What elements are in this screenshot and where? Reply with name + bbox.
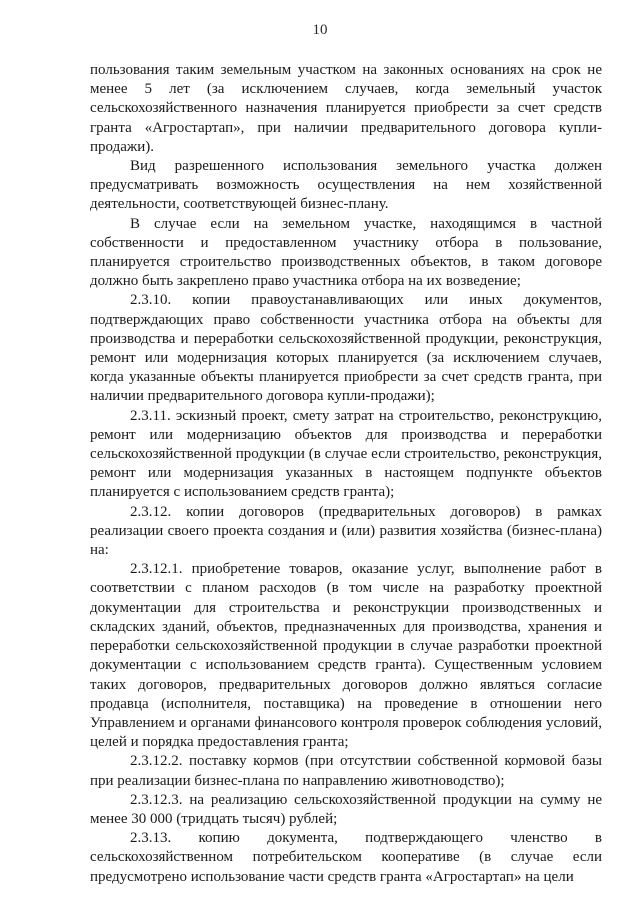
paragraph-private-land: В случае если на земельном участке, находящимся в частной собственности и предоставленном участнику отбора в пользование, планируется строительство производственных объектов, в таком договоре должно быть закреплено право участника отбора на их возведение; xyxy=(90,215,602,290)
paragraph-2-3-12-3: 2.3.12.3. на реализацию сельскохозяйственной продукции на сумму не менее 30 000 (тридцать тысяч) рублей; xyxy=(90,791,602,827)
paragraph-2-3-12-2: 2.3.12.2. поставку кормов (при отсутствии собственной кормовой базы при реализации бизнес-плана по направлению животноводство); xyxy=(90,753,602,789)
paragraph-2-3-12-1: 2.3.12.1. приобретение товаров, оказание услуг, выполнение работ в соответствии с планом расходов (в том числе на разработку проектной документации для строительства и реконструкции производственных и складских зданий, объектов, предназначенных для производства, хранения и переработки сельскохозяйственной продукции в случае разработки проектной документации с использованием средств гранта). Существенным условием таких договоров, предварительных договоров должно являться согласие продавца (исполнителя, поставщика) на проведение в отношении него Управлением и органами финансового контроля проверок соблюдения условий, целей и порядка предоставления гранта; xyxy=(90,561,602,751)
paragraph-2-3-13: 2.3.13. копию документа, подтверждающего членство в сельскохозяйственном потребительском кооперативе (в случае если предусмотрено использование части средств гранта «Агростартап» на цели xyxy=(90,830,602,885)
document-body xyxy=(90,61,602,887)
paragraph-2-3-10: 2.3.10. копии правоустанавливающих или иных документов, подтверждающих право собственности участника отбора на объекты для производства и переработки сельскохозяйственной продукции, реконструкция, ремонт или модернизация которых планируется (за исключением случаев, когда указанные объекты планируется приобрести за счет средств гранта, при наличии предварительного договора купли-продажи); xyxy=(90,292,602,405)
page-number: 10 xyxy=(312,22,328,38)
paragraph-2-3-11: 2.3.11. эскизный проект, смету затрат на строительство, реконструкцию, ремонт или модернизацию объектов для производства и переработки сельскохозяйственной продукции (в случае если строительство, реконструкция, ремонт или модернизация указанных в настоящем подпункте объектов планируется с использованием средств гранта); xyxy=(90,407,602,501)
paragraph-land-use-term: пользования таким земельным участком на законных основаниях на срок не менее 5 лет (за исключением случаев, когда земельный участок сельскохозяйственного назначения планируется приобрести за счет средств гранта «Агростартап», при наличии предварительного договора купли-продажи). xyxy=(90,62,602,155)
paragraph-permitted-use: Вид разрешенного использования земельного участка должен предусматривать возможность осуществления на нем хозяйственной деятельности, соответствующей бизнес-плану. xyxy=(90,158,602,213)
paragraph-2-3-12: 2.3.12. копии договоров (предварительных договоров) в рамках реализации своего проекта создания и (или) развития хозяйства (бизнес-плана) на: xyxy=(90,503,602,559)
